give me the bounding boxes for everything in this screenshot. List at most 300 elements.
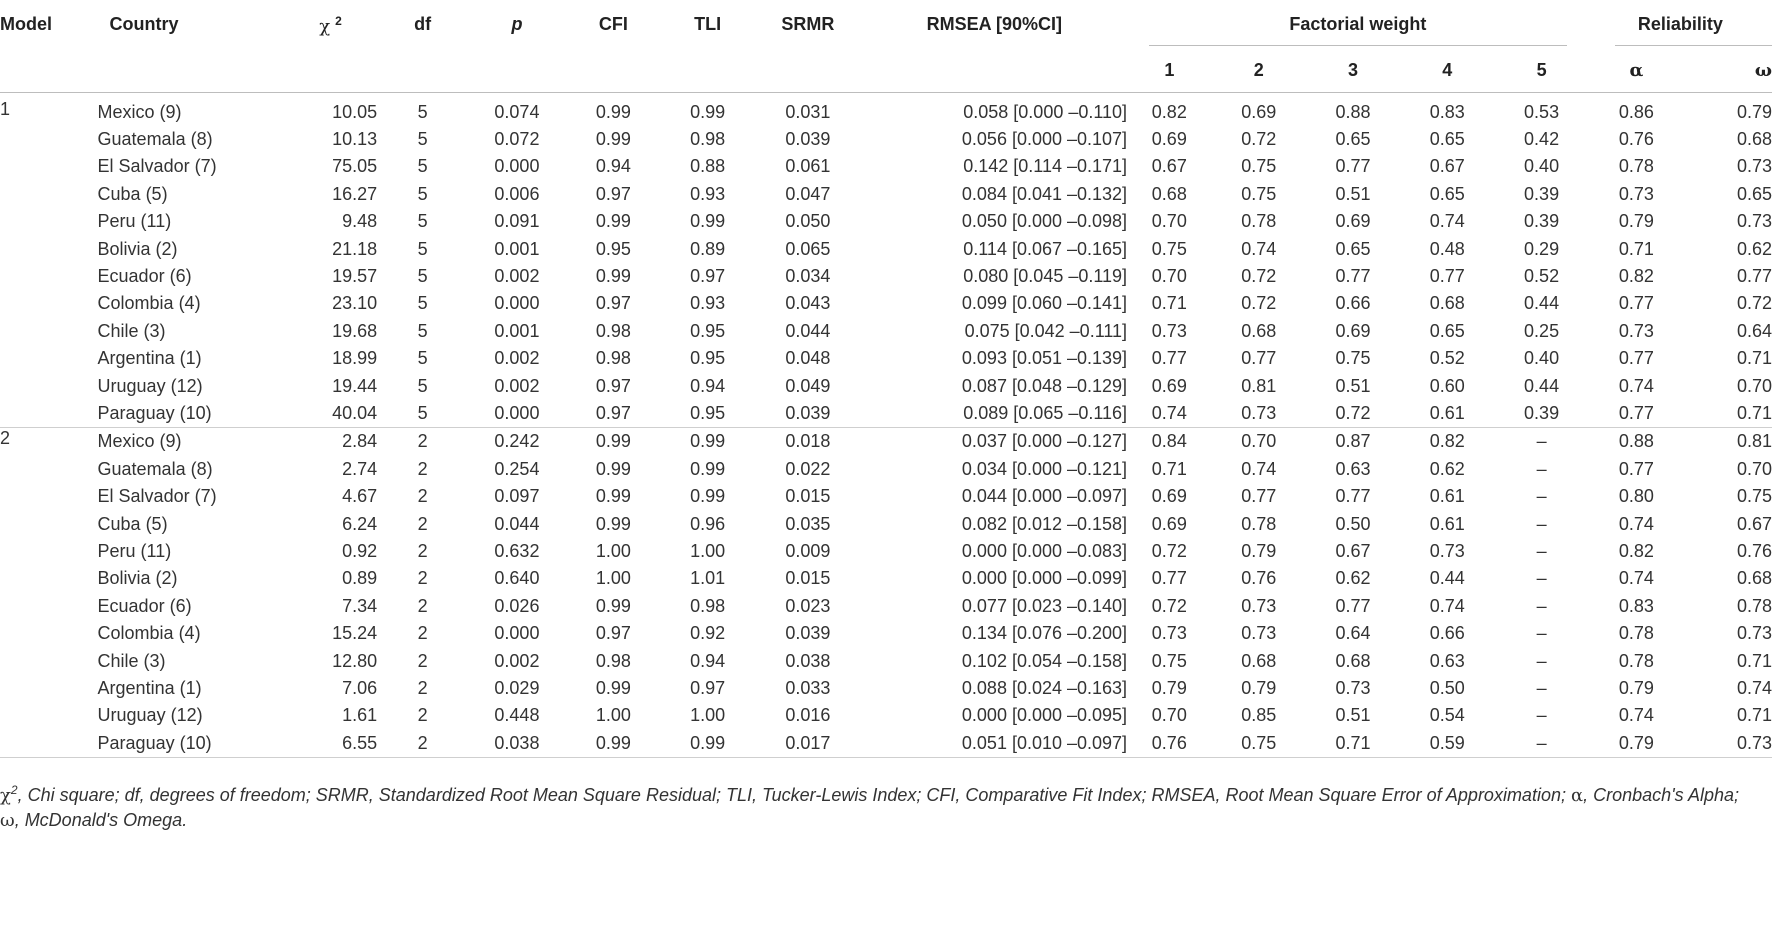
rmsea-cell: 0.058 [0.000 –0.110] — [963, 101, 1128, 122]
chi-square-cell: 0.89 — [342, 568, 378, 589]
omega-cell: 0.65 — [1736, 183, 1772, 204]
tli-cell: 0.99 — [690, 211, 726, 232]
table-row — [0, 318, 1772, 345]
omega-cell: 0.73 — [1736, 156, 1772, 177]
factor-1-cell: 0.82 — [1151, 101, 1187, 122]
factor-3-cell: 0.51 — [1335, 183, 1371, 204]
country-cell: Chile (3) — [97, 650, 166, 671]
rmsea-cell: 0.050 [0.000 –0.098] — [961, 211, 1128, 232]
alpha-cell: 0.78 — [1618, 623, 1654, 644]
factor-3-cell: 0.87 — [1306, 428, 1400, 456]
omega-cell: 0.78 — [1736, 595, 1772, 616]
table-row — [0, 235, 1772, 262]
factor-1-cell: 0.69 — [1151, 513, 1187, 534]
chi-sup: 2 — [335, 14, 342, 28]
factor-2-cell: 0.73 — [1241, 402, 1277, 423]
chi-square-cell: 23.10 — [332, 293, 378, 314]
header-omega: ω — [1684, 46, 1772, 92]
p-value-cell: 0.000 — [494, 156, 540, 177]
chi-square-cell: 75.05 — [332, 156, 378, 177]
cfi-cell: 0.97 — [595, 375, 631, 396]
df-cell: 2 — [377, 428, 468, 456]
factor-3-cell: 0.77 — [1335, 156, 1371, 177]
factor-2-cell: 0.81 — [1241, 375, 1277, 396]
factor-5-cell: – — [1494, 428, 1588, 456]
tli-cell: 1.00 — [690, 540, 726, 561]
table-row — [0, 456, 1772, 483]
tli-cell: 0.95 — [690, 320, 726, 341]
chi-square-cell: 21.18 — [332, 238, 378, 259]
rmsea-cell: 0.134 [0.076 –0.200] — [961, 623, 1128, 644]
table-row — [0, 208, 1772, 235]
header-factor-5: 5 — [1494, 46, 1588, 92]
country-cell: Guatemala (8) — [97, 129, 213, 150]
factor-4-cell: 0.61 — [1429, 402, 1465, 423]
chi-square-cell: 0.92 — [342, 540, 378, 561]
df-cell: 2 — [417, 595, 428, 616]
p-value-cell: 0.002 — [494, 266, 540, 287]
cfi-cell: 0.99 — [595, 266, 631, 287]
df-cell: 5 — [417, 211, 428, 232]
factor-3-cell: 0.68 — [1335, 650, 1371, 671]
factor-5-cell: 0.42 — [1524, 129, 1560, 150]
p-value-cell: 0.044 — [494, 513, 540, 534]
factor-1-cell: 0.73 — [1151, 623, 1187, 644]
country-cell: Ecuador (6) — [97, 595, 192, 616]
footnote-omega-text: , McDonald's Omega. — [14, 810, 188, 830]
model-cell — [0, 538, 98, 565]
rmsea-cell: 0.082 [0.012 –0.158] — [961, 513, 1128, 534]
table-row — [0, 428, 1772, 456]
model-cell — [0, 729, 98, 757]
df-cell: 5 — [417, 101, 428, 122]
factor-2-cell: 0.77 — [1241, 348, 1277, 369]
p-value-cell: 0.074 — [494, 101, 540, 122]
p-value-cell: 0.242 — [468, 428, 566, 456]
model-cell — [0, 702, 98, 729]
rmsea-cell: 0.142 [0.114 –0.171] — [963, 156, 1128, 177]
alpha-cell: 0.78 — [1618, 650, 1654, 671]
tli-cell: 0.96 — [690, 513, 726, 534]
factor-5-cell: – — [1536, 705, 1547, 726]
factor-2-cell: 0.78 — [1241, 211, 1277, 232]
tli-cell: 0.98 — [690, 595, 726, 616]
rmsea-cell: 0.000 [0.000 –0.095] — [961, 705, 1128, 726]
header-srmr: SRMR — [781, 14, 835, 34]
factor-2-cell: 0.79 — [1241, 540, 1277, 561]
rmsea-cell: 0.087 [0.048 –0.129] — [961, 375, 1128, 396]
model-cell — [0, 181, 98, 208]
header-factor-3: 3 — [1306, 46, 1400, 92]
srmr-cell: 0.047 — [785, 183, 831, 204]
alpha-cell: 0.74 — [1618, 568, 1654, 589]
factor-5-cell: – — [1536, 568, 1547, 589]
df-cell: 5 — [417, 156, 428, 177]
model-cell — [0, 400, 98, 428]
df-cell: 2 — [417, 513, 428, 534]
header-model: Model — [0, 14, 52, 34]
country-cell: Guatemala (8) — [97, 458, 213, 479]
table-row — [0, 345, 1772, 372]
factor-4-cell: 0.52 — [1429, 348, 1465, 369]
model-cell — [0, 647, 98, 674]
tli-cell: 0.92 — [690, 623, 726, 644]
alpha-cell: 0.79 — [1618, 677, 1654, 698]
alpha-cell: 0.73 — [1618, 183, 1654, 204]
factor-2-cell: 0.73 — [1241, 595, 1277, 616]
p-value-cell: 0.002 — [494, 650, 540, 671]
factor-4-cell: 0.59 — [1400, 729, 1494, 757]
omega-cell: 0.70 — [1736, 375, 1772, 396]
cfi-cell: 0.99 — [595, 101, 631, 122]
alpha-cell: 0.74 — [1618, 705, 1654, 726]
footnote-alpha-symbol: α — [1570, 785, 1584, 806]
omega-cell: 0.75 — [1736, 486, 1772, 507]
country-cell: Ecuador (6) — [97, 266, 192, 287]
tli-cell: 0.99 — [661, 428, 754, 456]
factor-1-cell: 0.84 — [1127, 428, 1212, 456]
factor-4-cell: 0.63 — [1429, 650, 1465, 671]
factor-5-cell: 0.39 — [1524, 402, 1560, 423]
table-row — [0, 702, 1772, 729]
country-cell: Bolivia (2) — [97, 568, 178, 589]
p-value-cell: 0.001 — [494, 238, 540, 259]
omega-cell: 0.74 — [1736, 677, 1772, 698]
p-value-cell: 0.640 — [494, 568, 540, 589]
df-cell: 5 — [417, 320, 428, 341]
tli-cell: 0.97 — [690, 266, 726, 287]
factor-1-cell: 0.74 — [1151, 402, 1187, 423]
factor-5-cell: 0.40 — [1524, 156, 1560, 177]
rmsea-cell: 0.000 [0.000 –0.099] — [961, 568, 1128, 589]
table-row — [0, 290, 1772, 317]
factor-4-cell: 0.77 — [1429, 266, 1465, 287]
omega-cell: 0.76 — [1736, 540, 1772, 561]
factor-3-cell: 0.50 — [1335, 513, 1371, 534]
factor-3-cell: 0.71 — [1306, 729, 1400, 757]
model-cell — [0, 620, 98, 647]
factor-1-cell: 0.75 — [1151, 238, 1187, 259]
cfi-cell: 0.95 — [595, 238, 631, 259]
factor-1-cell: 0.71 — [1151, 293, 1187, 314]
cfi-cell: 0.99 — [595, 677, 631, 698]
factor-3-cell: 0.64 — [1335, 623, 1371, 644]
df-cell: 2 — [417, 540, 428, 561]
factor-5-cell: – — [1536, 458, 1547, 479]
factor-4-cell: 0.83 — [1429, 101, 1465, 122]
table-row — [0, 675, 1772, 702]
country-cell: El Salvador (7) — [97, 486, 217, 507]
p-value-cell: 0.002 — [494, 348, 540, 369]
country-cell: Cuba (5) — [97, 183, 168, 204]
p-value-cell: 0.000 — [494, 623, 540, 644]
df-cell: 5 — [417, 266, 428, 287]
srmr-cell: 0.039 — [785, 402, 831, 423]
factor-2-cell: 0.75 — [1212, 729, 1306, 757]
tli-cell: 0.95 — [690, 402, 726, 423]
model-cell — [0, 126, 98, 153]
srmr-cell: 0.031 — [785, 101, 831, 122]
tli-cell: 0.99 — [661, 729, 754, 757]
chi-square-cell: 10.05 — [332, 101, 378, 122]
table-row — [0, 483, 1772, 510]
country-cell: Mexico (9) — [98, 428, 284, 456]
tli-cell: 0.94 — [690, 650, 726, 671]
alpha-cell: 0.82 — [1618, 540, 1654, 561]
alpha-cell: 0.77 — [1618, 293, 1654, 314]
alpha-cell: 0.79 — [1589, 729, 1684, 757]
factorial-underline — [1149, 45, 1567, 46]
reliability-underline — [1615, 45, 1772, 46]
chi-square-cell: 4.67 — [342, 486, 378, 507]
chi-square-cell: 1.61 — [342, 705, 378, 726]
model-cell — [0, 235, 98, 262]
model-cell — [0, 593, 98, 620]
omega-cell: 0.67 — [1736, 513, 1772, 534]
omega-cell: 0.73 — [1736, 623, 1772, 644]
factor-3-cell: 0.77 — [1335, 486, 1371, 507]
factor-5-cell: – — [1494, 729, 1588, 757]
table-row — [0, 372, 1772, 399]
omega-cell: 0.62 — [1736, 238, 1772, 259]
header-spacer — [0, 46, 1127, 92]
omega-cell: 0.79 — [1736, 101, 1772, 122]
chi-square-cell: 16.27 — [332, 183, 378, 204]
tli-cell: 1.00 — [690, 705, 726, 726]
df-cell: 5 — [417, 402, 428, 423]
chi-square-cell: 2.84 — [284, 428, 377, 456]
header-country: Country — [109, 14, 179, 34]
factor-3-cell: 0.77 — [1335, 595, 1371, 616]
factor-2-cell: 0.73 — [1241, 623, 1277, 644]
p-value-cell: 0.029 — [494, 677, 540, 698]
omega-cell: 0.71 — [1736, 705, 1772, 726]
factor-3-cell: 0.73 — [1335, 677, 1371, 698]
rmsea-cell: 0.037 [0.000 –0.127] — [862, 428, 1128, 456]
srmr-cell: 0.016 — [785, 705, 831, 726]
rmsea-cell: 0.080 [0.045 –0.119] — [963, 266, 1128, 287]
factor-3-cell: 0.65 — [1335, 238, 1371, 259]
chi-square-cell: 9.48 — [342, 211, 378, 232]
factor-1-cell: 0.67 — [1151, 156, 1187, 177]
tli-cell: 0.99 — [690, 458, 726, 479]
factor-5-cell: 0.52 — [1524, 266, 1560, 287]
model-cell — [0, 318, 98, 345]
factor-2-cell: 0.75 — [1241, 183, 1277, 204]
factor-4-cell: 0.67 — [1429, 156, 1465, 177]
footnote-omega-symbol: ω — [0, 810, 15, 831]
alpha-cell: 0.77 — [1618, 402, 1654, 423]
rmsea-cell: 0.034 [0.000 –0.121] — [961, 458, 1128, 479]
omega-cell: 0.71 — [1736, 650, 1772, 671]
factor-2-cell: 0.77 — [1241, 486, 1277, 507]
table-row — [0, 620, 1772, 647]
chi-square-cell: 10.13 — [332, 129, 378, 150]
country-cell: Uruguay (12) — [97, 375, 203, 396]
model-cell — [0, 153, 98, 180]
factor-4-cell: 0.74 — [1429, 211, 1465, 232]
rmsea-cell: 0.089 [0.065 –0.116] — [963, 402, 1128, 423]
factor-2-cell: 0.68 — [1241, 320, 1277, 341]
srmr-cell: 0.044 — [785, 320, 831, 341]
country-cell: Bolivia (2) — [97, 238, 178, 259]
factor-3-cell: 0.69 — [1335, 211, 1371, 232]
table-row — [0, 647, 1772, 674]
header-df: df — [414, 14, 432, 34]
model-1-block — [0, 92, 1772, 428]
chi-square-cell: 40.04 — [332, 402, 378, 423]
country-cell: Argentina (1) — [97, 677, 202, 698]
factor-2-cell: 0.72 — [1241, 293, 1277, 314]
p-value-cell: 0.072 — [494, 129, 540, 150]
header-rmsea: RMSEA [90%CI] — [926, 14, 1062, 34]
country-cell: Argentina (1) — [97, 348, 202, 369]
factor-3-cell: 0.88 — [1335, 101, 1371, 122]
model-cell: 2 — [0, 428, 98, 456]
rmsea-cell: 0.099 [0.060 –0.141] — [961, 293, 1128, 314]
factor-5-cell: – — [1536, 513, 1547, 534]
alpha-cell: 0.77 — [1618, 458, 1654, 479]
cfi-cell: 0.97 — [595, 623, 631, 644]
p-value-cell: 0.448 — [494, 705, 540, 726]
header-p: p — [511, 14, 523, 34]
factor-1-cell: 0.70 — [1151, 211, 1187, 232]
omega-cell: 0.73 — [1684, 729, 1772, 757]
factor-5-cell: 0.40 — [1524, 348, 1560, 369]
alpha-cell: 0.74 — [1618, 513, 1654, 534]
header-reliability — [1589, 0, 1772, 46]
factor-2-cell: 0.74 — [1241, 238, 1277, 259]
srmr-cell: 0.017 — [754, 729, 861, 757]
factor-2-cell: 0.72 — [1241, 129, 1277, 150]
factor-4-cell: 0.61 — [1429, 513, 1465, 534]
factor-1-cell: 0.77 — [1151, 568, 1187, 589]
factor-1-cell: 0.76 — [1127, 729, 1212, 757]
df-cell: 5 — [417, 348, 428, 369]
omega-cell: 0.77 — [1736, 266, 1772, 287]
cfi-cell: 1.00 — [595, 540, 631, 561]
chi-square-cell: 19.44 — [332, 375, 378, 396]
rmsea-cell: 0.077 [0.023 –0.140] — [961, 595, 1128, 616]
chi-square-cell: 19.57 — [332, 266, 378, 287]
p-value-cell: 0.026 — [494, 595, 540, 616]
model-cell — [0, 290, 98, 317]
df-cell: 2 — [417, 677, 428, 698]
p-value-cell: 0.254 — [494, 458, 540, 479]
table-row — [0, 181, 1772, 208]
factor-1-cell: 0.71 — [1151, 458, 1187, 479]
factor-4-cell: 0.82 — [1400, 428, 1494, 456]
chi-square-cell: 7.06 — [342, 677, 378, 698]
country-cell: Uruguay (12) — [97, 705, 203, 726]
table-row — [0, 729, 1772, 757]
tli-cell: 0.98 — [690, 129, 726, 150]
factor-1-cell: 0.79 — [1151, 677, 1187, 698]
chi-square-cell: 18.99 — [332, 348, 378, 369]
p-value-cell: 0.006 — [494, 183, 540, 204]
rmsea-cell: 0.000 [0.000 –0.083] — [961, 540, 1128, 561]
cfi-cell: 0.98 — [595, 348, 631, 369]
rmsea-cell: 0.044 [0.000 –0.097] — [961, 486, 1128, 507]
srmr-cell: 0.049 — [785, 375, 831, 396]
p-value-cell: 0.091 — [494, 211, 540, 232]
df-cell: 5 — [417, 238, 428, 259]
factor-1-cell: 0.69 — [1151, 486, 1187, 507]
chi-square-cell: 15.24 — [332, 623, 378, 644]
cfi-cell: 0.98 — [595, 320, 631, 341]
p-value-cell: 0.001 — [494, 320, 540, 341]
rmsea-cell: 0.102 [0.054 –0.158] — [961, 650, 1128, 671]
alpha-cell: 0.74 — [1618, 375, 1654, 396]
factor-3-cell: 0.62 — [1335, 568, 1371, 589]
factor-4-cell: 0.66 — [1429, 623, 1465, 644]
factor-5-cell: 0.25 — [1524, 320, 1560, 341]
srmr-cell: 0.039 — [785, 623, 831, 644]
country-cell: Colombia (4) — [97, 293, 201, 314]
alpha-cell: 0.73 — [1618, 320, 1654, 341]
factor-5-cell: 0.39 — [1524, 183, 1560, 204]
factor-1-cell: 0.77 — [1151, 348, 1187, 369]
table-row — [0, 565, 1772, 592]
factor-1-cell: 0.69 — [1151, 129, 1187, 150]
tli-cell: 0.99 — [690, 486, 726, 507]
srmr-cell: 0.033 — [785, 677, 831, 698]
table-row — [0, 510, 1772, 537]
omega-cell: 0.71 — [1736, 348, 1772, 369]
p-value-cell: 0.002 — [494, 375, 540, 396]
p-value-cell: 0.038 — [468, 729, 566, 757]
chi-symbol: χ — [319, 16, 331, 37]
factor-2-cell: 0.76 — [1241, 568, 1277, 589]
factor-4-cell: 0.65 — [1429, 183, 1465, 204]
tli-cell: 0.88 — [690, 156, 726, 177]
rmsea-cell: 0.114 [0.067 –0.165] — [963, 238, 1128, 259]
factor-1-cell: 0.70 — [1151, 705, 1187, 726]
alpha-cell: 0.88 — [1589, 428, 1684, 456]
tli-cell: 0.94 — [690, 375, 726, 396]
omega-cell: 0.64 — [1736, 320, 1772, 341]
chi-square-cell: 2.74 — [342, 458, 378, 479]
country-cell: Cuba (5) — [97, 513, 168, 534]
alpha-cell: 0.79 — [1618, 211, 1654, 232]
model-cell — [0, 263, 98, 290]
srmr-cell: 0.022 — [785, 458, 831, 479]
tli-cell: 0.97 — [690, 677, 726, 698]
rmsea-cell: 0.075 [0.042 –0.111] — [964, 320, 1128, 341]
factor-1-cell: 0.73 — [1151, 320, 1187, 341]
cfi-cell: 0.98 — [595, 650, 631, 671]
alpha-cell: 0.83 — [1618, 595, 1654, 616]
country-cell: Peru (11) — [97, 540, 172, 561]
chi-square-cell: 12.80 — [332, 650, 378, 671]
tli-cell: 0.93 — [690, 183, 726, 204]
factor-1-cell: 0.72 — [1151, 540, 1187, 561]
tli-cell: 0.95 — [690, 348, 726, 369]
country-cell: Mexico (9) — [97, 101, 182, 122]
srmr-cell: 0.009 — [785, 540, 831, 561]
tli-cell: 0.89 — [690, 238, 726, 259]
factor-3-cell: 0.51 — [1335, 375, 1371, 396]
factor-1-cell: 0.69 — [1151, 375, 1187, 396]
table-row — [0, 153, 1772, 180]
factor-2-cell: 0.68 — [1241, 650, 1277, 671]
table-row — [0, 593, 1772, 620]
cfi-cell: 0.99 — [566, 729, 661, 757]
df-cell: 5 — [417, 129, 428, 150]
factor-4-cell: 0.54 — [1429, 705, 1465, 726]
factor-4-cell: 0.60 — [1429, 375, 1465, 396]
table-row — [0, 538, 1772, 565]
